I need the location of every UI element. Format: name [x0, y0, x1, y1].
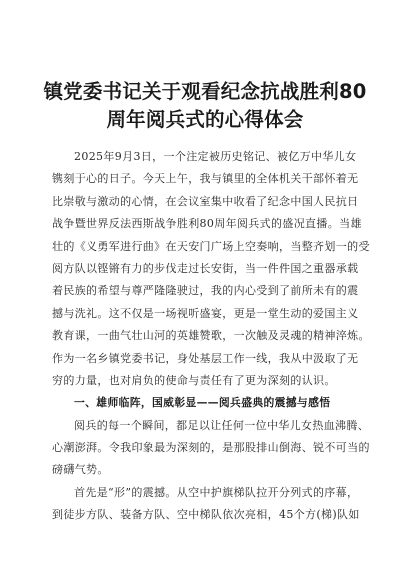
document-body [52, 146, 370, 527]
paragraph-1-line: 壮的《义勇军进行曲》在天安门广场上空奏响，当整齐划一的受 [52, 239, 370, 253]
paragraph-1-line: 2025年9月3日，一个注定被历史铭记、被亿万中华儿女 [74, 150, 357, 163]
paragraph-3-line: 到徒步方队、装备方队、空中梯队依次亮相，45个方(梯)队如 [52, 508, 360, 522]
paragraph-1-line: 战争暨世界反法西斯战争胜利80周年阅兵式的盛况直播。当雄 [52, 217, 362, 231]
paragraph-1-line: 着民族的希望与尊严隆隆驶过，我的内心受到了前所未有的震 [52, 284, 359, 298]
document-title [40, 78, 370, 134]
paragraph-1-line: 阅方队以铿锵有力的步伐走过长安街，当一件件国之重器承载 [52, 261, 359, 275]
paragraph-1-line: 作为一名乡镇党委书记，身处基层工作一线，我从中汲取了无 [52, 351, 359, 365]
paragraph-1-line: 穷的力量，也对肩负的使命与责任有了更为深刻的认识。 [52, 373, 336, 387]
title-line-2: 周年阅兵式的心得体会 [106, 108, 304, 131]
section-heading-1: 一、雄师临阵，国威彰显——阅兵盛典的震撼与感悟 [74, 396, 331, 410]
paragraph-2-line: 阅兵的每一个瞬间，都足以让任何一位中华儿女热血沸腾、 [74, 418, 370, 432]
title-line-1: 镇党委书记关于观看纪念抗战胜利80 [43, 80, 367, 103]
paragraph-1-line: 比崇敬与激动的心情，在会议室集中收看了纪念中国人民抗日 [52, 194, 359, 208]
paragraph-2-line: 心潮澎湃。令我印象最为深刻的，是那股排山倒海、锐不可当的 [52, 441, 370, 455]
paragraph-1-line: 撼与洗礼。这不仅是一场视听盛宴，更是一堂生动的爱国主义 [52, 306, 359, 320]
paragraph-3-line: 首先是“形”的震撼。从空中护旗梯队拉开分列式的序幕， [74, 485, 359, 499]
paragraph-2-line: 磅礴气势。 [52, 463, 109, 477]
paragraph-1-line: 镌刻于心的日子。今天上午，我与镇里的全体机关干部怀着无 [52, 172, 359, 186]
paragraph-1-line: 教育课，一曲气壮山河的英雄赞歌，一次触及灵魂的精神淬炼。 [52, 329, 370, 343]
